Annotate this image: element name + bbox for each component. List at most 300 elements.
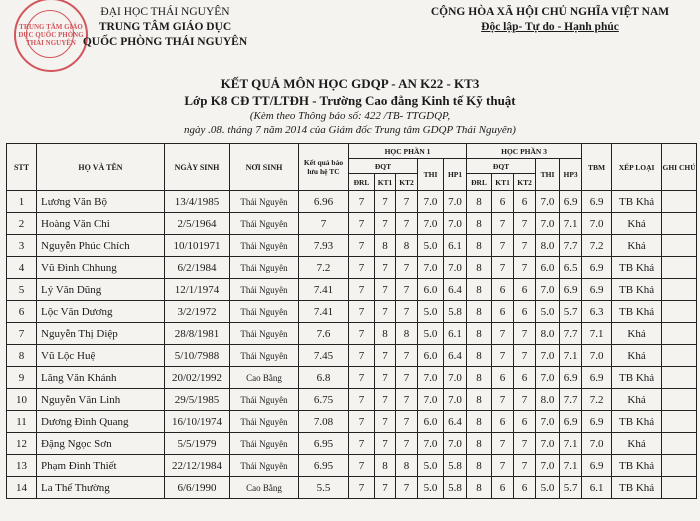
cell-name: Vũ Lộc Huệ bbox=[37, 345, 165, 367]
col-hp1-score: HP1 bbox=[444, 159, 467, 191]
cell-name: Lương Văn Bộ bbox=[37, 191, 165, 213]
cell-stt: 1 bbox=[7, 191, 37, 213]
cell-dob: 12/1/1974 bbox=[165, 279, 230, 301]
cell-stt: 5 bbox=[7, 279, 37, 301]
cell-hp3-kt1: 7 bbox=[492, 433, 514, 455]
table-row bbox=[7, 433, 697, 455]
cell-hp3-kt2: 7 bbox=[514, 433, 536, 455]
national-title: CỘNG HÒA XÃ HỘI CHỦ NGHĨA VIỆT NAM bbox=[430, 6, 670, 18]
cell-hp1-kt2: 8 bbox=[396, 455, 418, 477]
col-hp3-drl: ĐRL bbox=[467, 174, 492, 191]
table-row bbox=[7, 301, 697, 323]
cell-hp1-score: 6.1 bbox=[444, 235, 467, 257]
cell-hp3-kt2: 7 bbox=[514, 213, 536, 235]
cell-rank: Khá bbox=[612, 345, 662, 367]
col-tbm: TBM bbox=[582, 144, 612, 191]
cell-name: Dương Đình Quang bbox=[37, 411, 165, 433]
cell-hp3-thi: 7.0 bbox=[536, 367, 560, 389]
cell-tbm: 6.9 bbox=[582, 191, 612, 213]
cell-hp3-thi: 6.0 bbox=[536, 257, 560, 279]
cell-tbm: 7.2 bbox=[582, 389, 612, 411]
cell-name: Phạm Đình Thiết bbox=[37, 455, 165, 477]
cell-hp3-kt1: 6 bbox=[492, 411, 514, 433]
cell-note bbox=[662, 235, 697, 257]
cell-hp1-score: 6.4 bbox=[444, 411, 467, 433]
cell-rank: TB Khá bbox=[612, 191, 662, 213]
cell-hp3-thi: 8.0 bbox=[536, 389, 560, 411]
cell-note bbox=[662, 411, 697, 433]
cell-hp1-thi: 7.0 bbox=[418, 367, 444, 389]
cell-hp1-score: 7.0 bbox=[444, 213, 467, 235]
cell-saved: 7.41 bbox=[299, 301, 349, 323]
cell-hp1-thi: 7.0 bbox=[418, 213, 444, 235]
cell-dob: 2/5/1964 bbox=[165, 213, 230, 235]
cell-hp1-kt1: 7 bbox=[375, 367, 396, 389]
cell-hp1-score: 5.8 bbox=[444, 301, 467, 323]
cell-stt: 9 bbox=[7, 367, 37, 389]
cell-pob: Thái Nguyên bbox=[230, 279, 299, 301]
cell-saved: 7.2 bbox=[299, 257, 349, 279]
cell-hp3-thi: 7.0 bbox=[536, 411, 560, 433]
cell-hp1-kt2: 7 bbox=[396, 191, 418, 213]
cell-stt: 8 bbox=[7, 345, 37, 367]
cell-hp1-thi: 6.0 bbox=[418, 279, 444, 301]
cell-hp3-kt2: 6 bbox=[514, 301, 536, 323]
cell-hp1-kt2: 7 bbox=[396, 477, 418, 499]
cell-hp1-thi: 5.0 bbox=[418, 477, 444, 499]
cell-hp3-kt1: 7 bbox=[492, 235, 514, 257]
col-hp1-group: HỌC PHẦN 1 bbox=[349, 144, 467, 159]
cell-name: Vũ Đình Chhung bbox=[37, 257, 165, 279]
cell-hp3-thi: 5.0 bbox=[536, 477, 560, 499]
cell-name: Nguyễn Phúc Chích bbox=[37, 235, 165, 257]
cell-hp3-score: 7.7 bbox=[560, 323, 582, 345]
col-note: GHI CHÚ bbox=[662, 144, 697, 191]
cell-hp3-drl: 8 bbox=[467, 477, 492, 499]
cell-hp1-kt2: 8 bbox=[396, 323, 418, 345]
cell-name: La Thế Thường bbox=[37, 477, 165, 499]
cell-hp3-kt2: 6 bbox=[514, 279, 536, 301]
cell-hp1-drl: 7 bbox=[349, 455, 375, 477]
cell-hp3-drl: 8 bbox=[467, 433, 492, 455]
cell-hp1-score: 7.0 bbox=[444, 389, 467, 411]
cell-hp3-kt1: 6 bbox=[492, 477, 514, 499]
col-hp3-thi: THI bbox=[536, 159, 560, 191]
cell-hp3-kt2: 7 bbox=[514, 257, 536, 279]
cell-tbm: 6.9 bbox=[582, 411, 612, 433]
cell-note bbox=[662, 279, 697, 301]
cell-rank: TB Khá bbox=[612, 279, 662, 301]
cell-hp1-drl: 7 bbox=[349, 235, 375, 257]
cell-hp3-drl: 8 bbox=[467, 367, 492, 389]
cell-hp3-thi: 7.0 bbox=[536, 455, 560, 477]
col-hp3-kt2: KT2 bbox=[514, 174, 536, 191]
reference-note: (Kèm theo Thông báo số: 422 /TB- TTGDQP, bbox=[249, 110, 451, 122]
cell-saved: 7.93 bbox=[299, 235, 349, 257]
cell-hp1-drl: 7 bbox=[349, 257, 375, 279]
cell-hp1-score: 6.1 bbox=[444, 323, 467, 345]
cell-hp1-kt2: 7 bbox=[396, 345, 418, 367]
cell-hp3-drl: 8 bbox=[467, 411, 492, 433]
cell-hp3-score: 6.9 bbox=[560, 411, 582, 433]
cell-hp1-drl: 7 bbox=[349, 433, 375, 455]
cell-hp1-drl: 7 bbox=[349, 213, 375, 235]
cell-saved: 6.8 bbox=[299, 367, 349, 389]
cell-rank: TB Khá bbox=[612, 455, 662, 477]
cell-hp1-thi: 7.0 bbox=[418, 257, 444, 279]
cell-name: Nguyễn Văn Linh bbox=[37, 389, 165, 411]
cell-dob: 22/12/1984 bbox=[165, 455, 230, 477]
cell-dob: 29/5/1985 bbox=[165, 389, 230, 411]
cell-note bbox=[662, 301, 697, 323]
document-subtitle: Lớp K8 CĐ TT/LTĐH - Trường Cao đẳng Kinh tế Kỹ thuật bbox=[184, 93, 516, 108]
col-hp1-kt2: KT2 bbox=[396, 174, 418, 191]
cell-stt: 13 bbox=[7, 455, 37, 477]
cell-hp1-kt2: 7 bbox=[396, 367, 418, 389]
cell-tbm: 6.1 bbox=[582, 477, 612, 499]
cell-stt: 7 bbox=[7, 323, 37, 345]
cell-hp1-kt1: 8 bbox=[375, 235, 396, 257]
cell-rank: TB Khá bbox=[612, 257, 662, 279]
cell-hp3-score: 7.7 bbox=[560, 235, 582, 257]
cell-hp3-kt1: 6 bbox=[492, 367, 514, 389]
cell-hp3-kt2: 6 bbox=[514, 367, 536, 389]
cell-hp1-score: 5.8 bbox=[444, 455, 467, 477]
cell-tbm: 6.9 bbox=[582, 367, 612, 389]
cell-hp3-drl: 8 bbox=[467, 191, 492, 213]
cell-saved: 7.6 bbox=[299, 323, 349, 345]
cell-pob: Thái Nguyên bbox=[230, 235, 299, 257]
cell-hp1-thi: 5.0 bbox=[418, 323, 444, 345]
cell-pob: Thái Nguyên bbox=[230, 257, 299, 279]
col-hp3-dqt: ĐQT bbox=[467, 159, 536, 174]
col-saved: Kết quả bảo lưu hệ TC bbox=[299, 144, 349, 191]
table-row bbox=[7, 235, 697, 257]
cell-tbm: 6.9 bbox=[582, 257, 612, 279]
cell-tbm: 6.3 bbox=[582, 301, 612, 323]
cell-hp1-thi: 5.0 bbox=[418, 455, 444, 477]
cell-dob: 10/101971 bbox=[165, 235, 230, 257]
cell-hp1-kt1: 7 bbox=[375, 477, 396, 499]
cell-hp3-drl: 8 bbox=[467, 235, 492, 257]
cell-dob: 3/2/1972 bbox=[165, 301, 230, 323]
cell-saved: 6.75 bbox=[299, 389, 349, 411]
col-hp1-kt1: KT1 bbox=[375, 174, 396, 191]
cell-hp1-thi: 7.0 bbox=[418, 433, 444, 455]
cell-stt: 6 bbox=[7, 301, 37, 323]
issuer-university: ĐẠI HỌC THÁI NGUYÊN bbox=[100, 6, 230, 18]
col-hp1-dqt: ĐQT bbox=[349, 159, 418, 174]
table-row bbox=[7, 213, 697, 235]
cell-hp1-kt1: 7 bbox=[375, 301, 396, 323]
cell-hp3-thi: 7.0 bbox=[536, 191, 560, 213]
cell-hp3-drl: 8 bbox=[467, 345, 492, 367]
results-table bbox=[6, 143, 697, 499]
cell-rank: TB Khá bbox=[612, 367, 662, 389]
cell-pob: Thái Nguyên bbox=[230, 301, 299, 323]
cell-hp3-score: 6.9 bbox=[560, 279, 582, 301]
cell-hp3-kt1: 7 bbox=[492, 345, 514, 367]
table-row bbox=[7, 191, 697, 213]
cell-rank: Khá bbox=[612, 213, 662, 235]
table-row bbox=[7, 345, 697, 367]
table-row bbox=[7, 257, 697, 279]
cell-note bbox=[662, 477, 697, 499]
cell-saved: 6.95 bbox=[299, 455, 349, 477]
cell-hp3-score: 7.1 bbox=[560, 345, 582, 367]
cell-hp1-kt1: 7 bbox=[375, 345, 396, 367]
cell-hp3-drl: 8 bbox=[467, 301, 492, 323]
cell-hp1-kt2: 7 bbox=[396, 301, 418, 323]
cell-hp1-thi: 7.0 bbox=[418, 191, 444, 213]
cell-dob: 16/10/1974 bbox=[165, 411, 230, 433]
cell-hp3-score: 7.1 bbox=[560, 433, 582, 455]
cell-hp3-drl: 8 bbox=[467, 389, 492, 411]
table-row bbox=[7, 477, 697, 499]
cell-hp3-score: 6.9 bbox=[560, 191, 582, 213]
cell-hp3-kt2: 7 bbox=[514, 345, 536, 367]
table-row bbox=[7, 389, 697, 411]
cell-note bbox=[662, 455, 697, 477]
cell-hp1-thi: 5.0 bbox=[418, 301, 444, 323]
cell-hp1-kt1: 7 bbox=[375, 191, 396, 213]
issuer-header bbox=[30, 5, 300, 50]
col-name: HỌ VÀ TÊN bbox=[37, 144, 165, 191]
cell-pob: Thái Nguyên bbox=[230, 323, 299, 345]
cell-hp3-score: 7.1 bbox=[560, 213, 582, 235]
cell-saved: 7.08 bbox=[299, 411, 349, 433]
cell-hp3-thi: 5.0 bbox=[536, 301, 560, 323]
cell-hp1-thi: 6.0 bbox=[418, 345, 444, 367]
cell-hp1-score: 7.0 bbox=[444, 433, 467, 455]
cell-hp1-score: 6.4 bbox=[444, 279, 467, 301]
cell-saved: 7.41 bbox=[299, 279, 349, 301]
col-stt: STT bbox=[7, 144, 37, 191]
cell-hp1-drl: 7 bbox=[349, 191, 375, 213]
cell-note bbox=[662, 389, 697, 411]
cell-note bbox=[662, 367, 697, 389]
col-hp1-thi: THI bbox=[418, 159, 444, 191]
cell-hp3-kt2: 7 bbox=[514, 323, 536, 345]
cell-hp3-thi: 7.0 bbox=[536, 213, 560, 235]
national-header bbox=[400, 5, 700, 35]
cell-hp1-kt1: 8 bbox=[375, 455, 396, 477]
cell-hp1-kt2: 7 bbox=[396, 411, 418, 433]
table-row bbox=[7, 279, 697, 301]
issuer-center-name: QUỐC PHÒNG THÁI NGUYÊN bbox=[82, 36, 248, 48]
cell-saved: 6.95 bbox=[299, 433, 349, 455]
cell-hp1-drl: 7 bbox=[349, 367, 375, 389]
cell-hp3-kt1: 7 bbox=[492, 323, 514, 345]
cell-name: Lý Văn Dũng bbox=[37, 279, 165, 301]
cell-hp1-kt1: 7 bbox=[375, 433, 396, 455]
cell-tbm: 7.1 bbox=[582, 323, 612, 345]
cell-tbm: 6.9 bbox=[582, 455, 612, 477]
cell-hp3-score: 6.9 bbox=[560, 367, 582, 389]
cell-pob: Thái Nguyên bbox=[230, 389, 299, 411]
cell-tbm: 7.2 bbox=[582, 235, 612, 257]
cell-hp3-kt2: 6 bbox=[514, 411, 536, 433]
col-pob: NƠI SINH bbox=[230, 144, 299, 191]
cell-hp3-kt1: 6 bbox=[492, 301, 514, 323]
national-motto: Độc lập- Tự do - Hạnh phúc bbox=[481, 21, 619, 33]
cell-hp1-score: 7.0 bbox=[444, 257, 467, 279]
cell-note bbox=[662, 191, 697, 213]
cell-hp3-kt1: 7 bbox=[492, 257, 514, 279]
cell-name: Lộc Văn Dương bbox=[37, 301, 165, 323]
cell-stt: 2 bbox=[7, 213, 37, 235]
cell-hp1-score: 5.8 bbox=[444, 477, 467, 499]
cell-note bbox=[662, 213, 697, 235]
stamp-lettering: TRUNG TÂM GIÁO DỤC QUỐC PHÒNG THÁI NGUYÊN bbox=[18, 23, 84, 47]
cell-name: Hoàng Văn Chi bbox=[37, 213, 165, 235]
cell-hp1-kt1: 8 bbox=[375, 323, 396, 345]
cell-dob: 13/4/1985 bbox=[165, 191, 230, 213]
cell-hp3-drl: 8 bbox=[467, 257, 492, 279]
cell-hp1-drl: 7 bbox=[349, 411, 375, 433]
cell-pob: Thái Nguyên bbox=[230, 411, 299, 433]
cell-hp1-drl: 7 bbox=[349, 389, 375, 411]
cell-hp1-kt2: 7 bbox=[396, 389, 418, 411]
cell-hp3-kt2: 6 bbox=[514, 191, 536, 213]
cell-hp1-thi: 5.0 bbox=[418, 235, 444, 257]
cell-hp3-score: 7.1 bbox=[560, 455, 582, 477]
col-hp1-drl: ĐRL bbox=[349, 174, 375, 191]
cell-hp3-kt1: 7 bbox=[492, 213, 514, 235]
cell-hp3-thi: 8.0 bbox=[536, 323, 560, 345]
col-hp3-score: HP3 bbox=[560, 159, 582, 191]
col-dob: NGÀY SINH bbox=[165, 144, 230, 191]
cell-note bbox=[662, 433, 697, 455]
cell-hp1-kt1: 7 bbox=[375, 411, 396, 433]
cell-hp1-score: 6.4 bbox=[444, 345, 467, 367]
cell-dob: 20/02/1992 bbox=[165, 367, 230, 389]
cell-hp3-score: 5.7 bbox=[560, 301, 582, 323]
cell-dob: 6/2/1984 bbox=[165, 257, 230, 279]
cell-hp1-kt2: 7 bbox=[396, 433, 418, 455]
cell-hp3-thi: 7.0 bbox=[536, 279, 560, 301]
table-row bbox=[7, 411, 697, 433]
document-title: KẾT QUẢ MÔN HỌC GDQP - AN K22 - KT3 bbox=[220, 76, 480, 91]
cell-hp1-kt1: 7 bbox=[375, 213, 396, 235]
cell-hp1-kt1: 7 bbox=[375, 279, 396, 301]
cell-hp3-kt1: 6 bbox=[492, 279, 514, 301]
cell-note bbox=[662, 345, 697, 367]
cell-saved: 5.5 bbox=[299, 477, 349, 499]
cell-stt: 4 bbox=[7, 257, 37, 279]
cell-dob: 5/10/7988 bbox=[165, 345, 230, 367]
cell-pob: Cao Bằng bbox=[230, 367, 299, 389]
cell-tbm: 7.0 bbox=[582, 433, 612, 455]
cell-pob: Cao Bằng bbox=[230, 477, 299, 499]
cell-hp1-score: 7.0 bbox=[444, 367, 467, 389]
cell-hp3-drl: 8 bbox=[467, 323, 492, 345]
cell-hp1-thi: 6.0 bbox=[418, 411, 444, 433]
cell-tbm: 6.9 bbox=[582, 279, 612, 301]
cell-stt: 14 bbox=[7, 477, 37, 499]
col-hp3-group: HỌC PHẦN 3 bbox=[467, 144, 582, 159]
cell-pob: Thái Nguyên bbox=[230, 345, 299, 367]
cell-hp3-thi: 8.0 bbox=[536, 235, 560, 257]
cell-pob: Thái Nguyên bbox=[230, 455, 299, 477]
cell-rank: TB Khá bbox=[612, 301, 662, 323]
cell-hp3-score: 6.5 bbox=[560, 257, 582, 279]
cell-hp3-kt2: 7 bbox=[514, 235, 536, 257]
cell-saved: 7.45 bbox=[299, 345, 349, 367]
issuer-center: TRUNG TÂM GIÁO DỤC bbox=[98, 21, 232, 33]
cell-stt: 11 bbox=[7, 411, 37, 433]
cell-hp3-drl: 8 bbox=[467, 279, 492, 301]
cell-rank: TB Khá bbox=[612, 411, 662, 433]
cell-dob: 5/5/1979 bbox=[165, 433, 230, 455]
cell-hp1-thi: 7.0 bbox=[418, 389, 444, 411]
reference-date: ngày .08. tháng 7 năm 2014 của Giám đốc Trung tâm GDQP Thái Nguyên) bbox=[184, 124, 516, 136]
cell-tbm: 7.0 bbox=[582, 213, 612, 235]
cell-hp1-drl: 7 bbox=[349, 477, 375, 499]
cell-name: Nguyễn Thị Diệp bbox=[37, 323, 165, 345]
cell-hp1-drl: 7 bbox=[349, 323, 375, 345]
cell-rank: TB Khá bbox=[612, 477, 662, 499]
cell-hp3-kt1: 7 bbox=[492, 455, 514, 477]
cell-hp3-thi: 7.0 bbox=[536, 433, 560, 455]
cell-dob: 28/8/1981 bbox=[165, 323, 230, 345]
cell-hp3-drl: 8 bbox=[467, 455, 492, 477]
cell-hp1-kt2: 7 bbox=[396, 257, 418, 279]
cell-hp3-kt2: 7 bbox=[514, 389, 536, 411]
cell-rank: Khá bbox=[612, 433, 662, 455]
cell-pob: Thái Nguyên bbox=[230, 433, 299, 455]
cell-hp3-score: 7.7 bbox=[560, 389, 582, 411]
cell-rank: Khá bbox=[612, 389, 662, 411]
cell-hp3-drl: 8 bbox=[467, 213, 492, 235]
cell-saved: 6.96 bbox=[299, 191, 349, 213]
cell-hp1-kt2: 7 bbox=[396, 279, 418, 301]
cell-hp1-kt1: 7 bbox=[375, 389, 396, 411]
cell-stt: 10 bbox=[7, 389, 37, 411]
table-row bbox=[7, 323, 697, 345]
cell-stt: 12 bbox=[7, 433, 37, 455]
cell-hp1-kt1: 7 bbox=[375, 257, 396, 279]
cell-name: Đặng Ngọc Sơn bbox=[37, 433, 165, 455]
cell-hp1-drl: 7 bbox=[349, 301, 375, 323]
col-hp3-kt1: KT1 bbox=[492, 174, 514, 191]
cell-hp3-kt2: 6 bbox=[514, 477, 536, 499]
cell-hp3-thi: 7.0 bbox=[536, 345, 560, 367]
cell-hp1-drl: 7 bbox=[349, 279, 375, 301]
table-row bbox=[7, 367, 697, 389]
cell-hp3-kt1: 6 bbox=[492, 191, 514, 213]
cell-tbm: 7.0 bbox=[582, 345, 612, 367]
cell-hp3-kt2: 7 bbox=[514, 455, 536, 477]
cell-hp1-drl: 7 bbox=[349, 345, 375, 367]
table-row bbox=[7, 455, 697, 477]
cell-rank: Khá bbox=[612, 235, 662, 257]
cell-pob: Thái Nguyên bbox=[230, 191, 299, 213]
cell-hp1-kt2: 7 bbox=[396, 213, 418, 235]
cell-name: Lăng Văn Khánh bbox=[37, 367, 165, 389]
cell-note bbox=[662, 323, 697, 345]
cell-dob: 6/6/1990 bbox=[165, 477, 230, 499]
cell-rank: Khá bbox=[612, 323, 662, 345]
cell-hp3-kt1: 7 bbox=[492, 389, 514, 411]
cell-note bbox=[662, 257, 697, 279]
col-rank: XẾP LOẠI bbox=[612, 144, 662, 191]
cell-pob: Thái Nguyên bbox=[230, 213, 299, 235]
cell-saved: 7 bbox=[299, 213, 349, 235]
cell-hp1-score: 7.0 bbox=[444, 191, 467, 213]
cell-hp3-score: 5.7 bbox=[560, 477, 582, 499]
cell-hp1-kt2: 8 bbox=[396, 235, 418, 257]
